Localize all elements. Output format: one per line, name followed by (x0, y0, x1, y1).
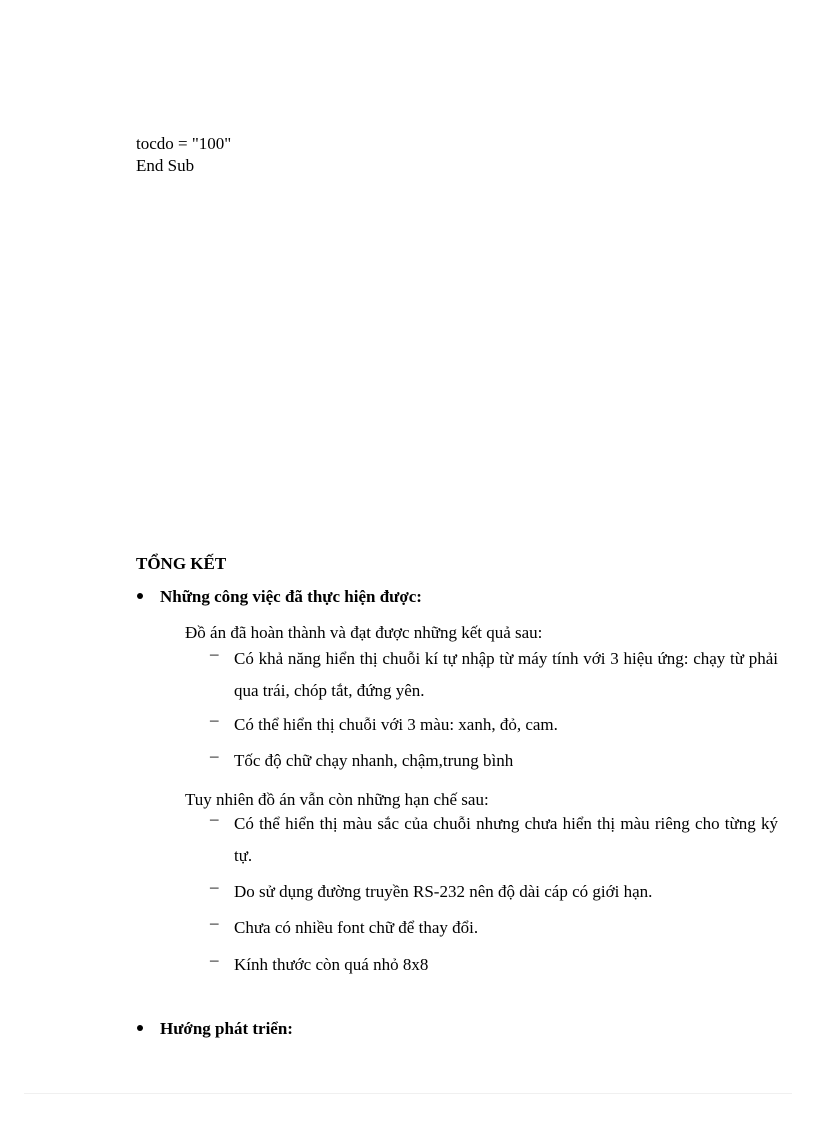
limitation-text: Chưa có nhiều font chữ để thay đổi. (234, 918, 479, 937)
dash-icon: – (210, 950, 219, 969)
limitation-text: Có thể hiển thị màu sắc của chuỗi nhưng chưa hiển thị màu riêng cho từng ký tự. (234, 814, 778, 865)
summary-title: TỔNG KẾT (136, 554, 227, 573)
limitation-item (210, 876, 778, 908)
section-completed-label: Những công việc đã thực hiện được: (160, 587, 422, 606)
section-completed-heading (136, 586, 422, 607)
dash-icon: – (210, 644, 219, 663)
dash-icon: – (210, 809, 219, 828)
limitation-item (210, 949, 778, 981)
limitations-intro: Tuy nhiên đồ án vẫn còn những hạn chế sau: (185, 790, 489, 809)
dash-icon: – (210, 913, 219, 932)
limitation-item (210, 808, 778, 872)
dash-icon: – (210, 710, 219, 729)
achievement-item (210, 745, 778, 777)
achievement-text: Có thể hiển thị chuỗi với 3 màu: xanh, đỏ, cam. (234, 715, 558, 734)
achievement-text: Có khả năng hiển thị chuỗi kí tự nhập từ máy tính với 3 hiệu ứng: chạy từ phải qua trái, chóp tắt, đứng yên. (234, 649, 778, 700)
section-development-label: Hướng phát triển: (160, 1019, 293, 1038)
dash-icon: – (210, 746, 219, 765)
limitation-text: Kính thước còn quá nhỏ 8x8 (234, 955, 429, 974)
limitation-item (210, 912, 778, 944)
achievement-text: Tốc độ chữ chạy nhanh, chậm,trung bình (234, 751, 514, 770)
bullet-icon (137, 1025, 143, 1031)
dash-icon: – (210, 877, 219, 896)
achievement-item (210, 709, 778, 741)
page-bottom-divider (24, 1093, 792, 1094)
limitation-text: Do sử dụng đường truyền RS-232 nên độ dài cáp có giới hạn. (234, 882, 653, 901)
achievement-item (210, 643, 778, 707)
code-line-assignment: tocdo = "100" (136, 134, 232, 153)
section-development-heading (136, 1018, 293, 1039)
achievements-intro: Đồ án đã hoàn thành và đạt được những kết quả sau: (185, 623, 543, 642)
bullet-icon (137, 593, 143, 599)
code-line-end-sub: End Sub (136, 156, 195, 175)
